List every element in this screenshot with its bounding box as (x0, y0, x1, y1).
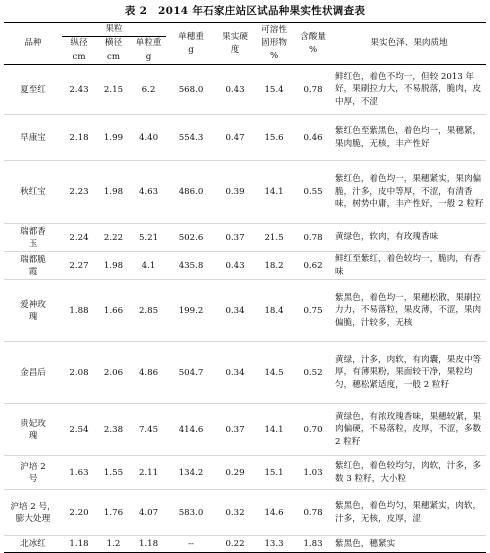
cell-soluble-solids: 14.6 (254, 490, 294, 536)
header-fruit-group: 果粒 (62, 23, 166, 37)
table-row (4, 456, 486, 490)
cell-firmness: 0.32 (216, 490, 254, 536)
cell-firmness: 0.39 (216, 161, 254, 224)
cell-diam-v: 1.88 (62, 280, 96, 342)
cell-cluster-weight: -- (166, 536, 216, 553)
cell-soluble-solids: 14.1 (254, 161, 294, 224)
variety-name: 瑞都香玉 (20, 226, 46, 249)
table-row (4, 490, 486, 536)
cell-firmness: 0.34 (216, 280, 254, 342)
header-soluble-solids-label: 可溶性固形物 (261, 25, 287, 48)
variety-name: 瑞都脆霞 (20, 254, 46, 277)
cell-variety: 早康宝 (4, 115, 62, 161)
cell-diam-h: 1.98 (96, 161, 131, 224)
header-cluster-weight-label: 单穗重 (178, 31, 204, 42)
cell-acid: 0.78 (294, 490, 332, 536)
cell-variety: 秋红宝 (4, 161, 62, 224)
cell-firmness: 0.43 (216, 252, 254, 280)
header-diam-v: 纵径 (70, 38, 88, 49)
cell-grain-weight: 4.1 (131, 252, 166, 280)
cell-diam-h: 1.76 (96, 490, 131, 536)
cell-grain-weight: 2.85 (131, 280, 166, 342)
cell-diam-h: 2.22 (96, 224, 131, 252)
cell-cluster-weight: 554.3 (166, 115, 216, 161)
header-color-quality: 果实色泽、果肉质地 (332, 23, 486, 65)
cell-firmness: 0.29 (216, 456, 254, 490)
cell-firmness: 0.43 (216, 65, 254, 115)
cell-acid: 1.83 (294, 536, 332, 553)
table-row (4, 224, 486, 252)
cell-variety: 金昌后 (4, 342, 62, 404)
table-row (4, 252, 486, 280)
cell-soluble-solids: 15.6 (254, 115, 294, 161)
cell-soluble-solids: 15.4 (254, 65, 294, 115)
header-cluster-weight (166, 23, 216, 65)
cell-diam-h: 1.2 (96, 536, 131, 553)
table-row (4, 342, 486, 404)
cell-variety: 北冰红 (4, 536, 62, 553)
cell-diam-v: 2.20 (62, 490, 96, 536)
cell-soluble-solids: 14.5 (254, 342, 294, 404)
header-firmness: 果实硬度 (216, 23, 254, 65)
cell-grain-weight: 4.07 (131, 490, 166, 536)
cell-grain-weight: 4.86 (131, 342, 166, 404)
cell-soluble-solids: 21.5 (254, 224, 294, 252)
cell-acid: 0.70 (294, 404, 332, 456)
cell-diam-h: 2.38 (96, 404, 131, 456)
cell-cluster-weight: 502.6 (166, 224, 216, 252)
cell-cluster-weight: 435.8 (166, 252, 216, 280)
cell-diam-v: 2.43 (62, 65, 96, 115)
cell-firmness: 0.34 (216, 342, 254, 404)
table-row (4, 161, 486, 224)
cell-variety (4, 252, 62, 280)
cell-variety (4, 456, 62, 490)
header-acid-label: 含酸量 (300, 31, 326, 42)
cell-diam-v: 2.54 (62, 404, 96, 456)
cell-acid: 0.55 (294, 161, 332, 224)
cell-soluble-solids: 13.3 (254, 536, 294, 553)
cell-description: 鲜红色，着色不均一，但较 2013 年好，果刷拉力大，不易脱落，脆肉，皮中厚，不涩 (332, 65, 486, 115)
cell-soluble-solids: 18.2 (254, 252, 294, 280)
cell-grain-weight: 4.40 (131, 115, 166, 161)
cell-acid: 0.62 (294, 252, 332, 280)
cell-firmness: 0.22 (216, 536, 254, 553)
cell-description: 紫红色，着色均一，果穗紧实，果肉偏脆，汁多，皮中等厚，不涩，有清香味，树势中庸，丰产性好，一般 2 粒籽 (332, 161, 486, 224)
cell-description: 黄绿色，软肉，有玫瑰香味 (332, 224, 486, 252)
cell-firmness: 0.37 (216, 404, 254, 456)
cell-cluster-weight: 199.2 (166, 280, 216, 342)
header-diam-h: 横径 (104, 38, 123, 49)
header-cluster-weight-unit: g (188, 44, 194, 55)
cell-cluster-weight: 414.6 (166, 404, 216, 456)
cell-cluster-weight: 486.0 (166, 161, 216, 224)
cell-description: 黄绿，汁多，肉软，有肉囊，果皮中等厚，有薄果粉，果面较干净，果粒均匀，穗松紧适度，一般 2 粒籽 (332, 342, 486, 404)
cell-diam-v: 1.63 (62, 456, 96, 490)
cell-diam-v: 2.27 (62, 252, 96, 280)
cell-variety: 夏至红 (4, 65, 62, 115)
header-soluble-solids (254, 23, 294, 65)
table-row (4, 536, 486, 553)
header-variety: 品种 (4, 23, 62, 65)
variety-name: 爱神玫瑰 (20, 299, 46, 322)
table-row (4, 404, 486, 456)
cell-grain-weight: 4.63 (131, 161, 166, 224)
cell-grain-weight: 6.2 (131, 65, 166, 115)
cell-variety (4, 404, 62, 456)
cell-cluster-weight: 568.0 (166, 65, 216, 115)
header-diam-h-unit: cm (107, 51, 120, 62)
cell-diam-v: 2.23 (62, 161, 96, 224)
cell-diam-h: 1.66 (96, 280, 131, 342)
cell-cluster-weight: 583.0 (166, 490, 216, 536)
header-soluble-solids-unit: % (269, 51, 279, 61)
cell-diam-h: 1.98 (96, 252, 131, 280)
table-row (4, 65, 486, 115)
cell-grain-weight: 5.21 (131, 224, 166, 252)
cell-diam-h: 2.06 (96, 342, 131, 404)
cell-acid: 0.75 (294, 280, 332, 342)
cell-grain-weight: 1.18 (131, 536, 166, 553)
cell-description: 紫黑色，着色均一，果穗松散，果刷拉力力，不易落粒，果皮薄，不涩，果肉偏脆，汁较多，无核 (332, 280, 486, 342)
cell-soluble-solids: 15.1 (254, 456, 294, 490)
cell-description: 紫黑色，着色均匀，果穗紧实，肉软，汁多，无核，皮厚，涩 (332, 490, 486, 536)
cell-description: 鲜红至紫红，着色较均一，脆肉，有香味 (332, 252, 486, 280)
variety-name: 沪培 2 号，膨大处理 (10, 501, 56, 524)
cell-diam-v: 2.08 (62, 342, 96, 404)
cell-diam-h: 1.55 (96, 456, 131, 490)
cell-description: 黄绿色，有浓玫瑰香味，果穗较紧，果肉偏硬，不易落粒，皮厚，不涩，多数 2 粒籽 (332, 404, 486, 456)
cell-grain-weight: 2.11 (131, 456, 166, 490)
cell-cluster-weight: 134.2 (166, 456, 216, 490)
variety-name: 贵妃玫瑰 (20, 418, 46, 441)
cell-acid: 0.46 (294, 115, 332, 161)
table-row (4, 115, 486, 161)
variety-name: 沪培 2 号 (20, 461, 46, 484)
cell-acid: 1.03 (294, 456, 332, 490)
header-grain-weight: 单粒重 (135, 38, 162, 49)
cell-diam-v: 2.18 (62, 115, 96, 161)
cell-diam-v: 1.18 (62, 536, 96, 553)
table-caption: 表 2 2014 年石家庄站区试品种果实性状调查表 (124, 5, 366, 17)
cell-acid: 0.78 (294, 224, 332, 252)
cell-soluble-solids: 14.1 (254, 404, 294, 456)
cell-firmness: 0.37 (216, 224, 254, 252)
cell-cluster-weight: 504.7 (166, 342, 216, 404)
cell-grain-weight: 7.45 (131, 404, 166, 456)
cell-firmness: 0.47 (216, 115, 254, 161)
header-grain-weight-unit: g (145, 51, 152, 62)
header-diam-v-unit: cm (72, 51, 86, 62)
cell-variety (4, 224, 62, 252)
cell-soluble-solids: 18.4 (254, 280, 294, 342)
cell-acid: 0.52 (294, 342, 332, 404)
header-acid-unit: % (308, 44, 318, 55)
cell-description: 紫黑色，穗紧实 (332, 536, 486, 553)
table-row (4, 280, 486, 342)
cell-acid: 0.78 (294, 65, 332, 115)
cell-variety (4, 490, 62, 536)
cell-diam-h: 1.99 (96, 115, 131, 161)
cell-description: 紫红色，着色较均匀，肉软，汁多，多数 3 粒籽，大小粒 (332, 456, 486, 490)
header-acid (294, 23, 332, 65)
cell-variety (4, 280, 62, 342)
cell-diam-v: 2.24 (62, 224, 96, 252)
cell-diam-h: 2.15 (96, 65, 131, 115)
cell-description: 紫红色至紫黑色，着色均一，果穗紧，果肉脆，无核，丰产性好 (332, 115, 486, 161)
fruit-traits-table (4, 22, 486, 553)
